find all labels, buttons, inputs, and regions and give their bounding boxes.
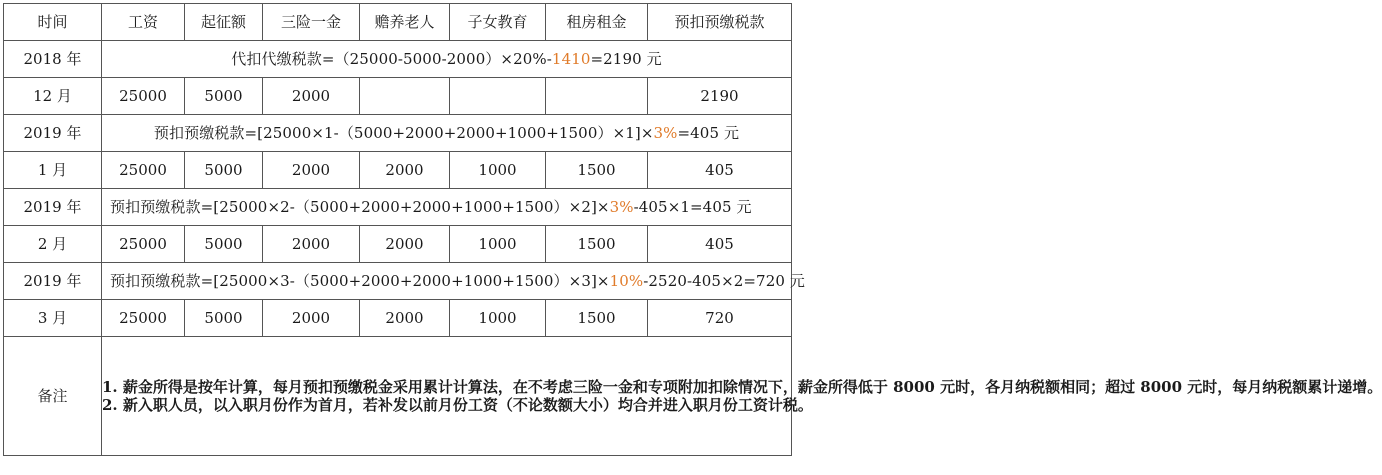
month-cell: 3 月 <box>4 300 102 337</box>
formula-cell <box>102 41 792 78</box>
salary-cell: 25000 <box>102 300 185 337</box>
table-row <box>4 115 792 152</box>
insurance-cell: 2000 <box>263 300 360 337</box>
insurance-cell: 2000 <box>263 78 360 115</box>
insurance-cell: 2000 <box>263 226 360 263</box>
formula-highlight: 10% <box>609 272 644 290</box>
header-rent: 租房租金 <box>546 4 648 41</box>
month-cell: 1 月 <box>4 152 102 189</box>
threshold-cell: 5000 <box>185 300 263 337</box>
tax-cell: 405 <box>648 226 792 263</box>
formula-text: 预扣预缴税款=[25000×1-（5000+2000+2000+1000+1500）×1]× <box>153 124 654 142</box>
table-row <box>4 41 792 78</box>
elderly-cell: 2000 <box>360 226 450 263</box>
header-row <box>4 4 792 41</box>
rent-cell: 1500 <box>546 152 648 189</box>
formula-text: 预扣预缴税款=[25000×3-（5000+2000+2000+1000+1500）×3]× <box>110 272 610 290</box>
notes-row <box>4 337 792 456</box>
header-elderly: 赡养老人 <box>360 4 450 41</box>
table-row <box>4 78 792 115</box>
formula-highlight: 3% <box>653 124 678 142</box>
table-row <box>4 226 792 263</box>
header-tax: 预扣预缴税款 <box>648 4 792 41</box>
insurance-cell: 2000 <box>263 152 360 189</box>
rent-cell <box>546 78 648 115</box>
threshold-cell: 5000 <box>185 226 263 263</box>
elderly-cell: 2000 <box>360 152 450 189</box>
formula-cell <box>102 115 792 152</box>
header-insurance: 三险一金 <box>263 4 360 41</box>
salary-cell: 25000 <box>102 226 185 263</box>
year-cell: 2019 年 <box>4 189 102 226</box>
note-line-1: 1. 薪金所得是按年计算，每月预扣预缴税金采用累计计算法，在不考虑三险一金和专项附加扣除情况下，薪金所得低于 8000 元时，各月纳税额相同；超过 8000 元时，每月纳税额累计递增。 <box>102 378 1382 396</box>
table-row <box>4 300 792 337</box>
year-cell: 2018 年 <box>4 41 102 78</box>
notes-content <box>102 337 1382 456</box>
education-cell: 1000 <box>450 226 546 263</box>
formula-text-end: -405×1=405 元 <box>633 198 752 216</box>
tax-cell: 720 <box>648 300 792 337</box>
threshold-cell: 5000 <box>185 78 263 115</box>
header-salary: 工资 <box>102 4 185 41</box>
header-threshold: 起征额 <box>185 4 263 41</box>
elderly-cell: 2000 <box>360 300 450 337</box>
rent-cell: 1500 <box>546 300 648 337</box>
formula-text: 预扣预缴税款=[25000×2-（5000+2000+2000+1000+1500）×2]× <box>110 198 610 216</box>
formula-cell <box>102 189 792 226</box>
tax-cell: 405 <box>648 152 792 189</box>
education-cell <box>450 78 546 115</box>
salary-cell: 25000 <box>102 152 185 189</box>
rent-cell: 1500 <box>546 226 648 263</box>
formula-text-end: -2520-405×2=720 元 <box>643 272 805 290</box>
elderly-cell <box>360 78 450 115</box>
education-cell: 1000 <box>450 152 546 189</box>
tax-cell: 2190 <box>648 78 792 115</box>
formula-highlight: 3% <box>609 198 634 216</box>
table-row <box>4 189 792 226</box>
formula-text: 代扣代缴税款=（25000-5000-2000）×20%- <box>231 50 552 68</box>
formula-text-end: =2190 元 <box>590 50 662 68</box>
header-education: 子女教育 <box>450 4 546 41</box>
table-row <box>4 263 792 300</box>
formula-highlight: 1410 <box>551 50 591 68</box>
note-line-2: 2. 新入职人员，以入职月份作为首月，若补发以前月份工资（不论数额大小）均合并进入职月份工资计税。 <box>102 396 813 414</box>
salary-cell: 25000 <box>102 78 185 115</box>
year-cell: 2019 年 <box>4 263 102 300</box>
threshold-cell: 5000 <box>185 152 263 189</box>
education-cell: 1000 <box>450 300 546 337</box>
tax-withholding-table <box>3 3 1382 456</box>
year-cell: 2019 年 <box>4 115 102 152</box>
header-time: 时间 <box>4 4 102 41</box>
formula-cell <box>102 263 805 300</box>
month-cell: 12 月 <box>4 78 102 115</box>
table-row <box>4 152 792 189</box>
month-cell: 2 月 <box>4 226 102 263</box>
notes-label: 备注 <box>4 337 102 456</box>
formula-text-end: =405 元 <box>677 124 740 142</box>
